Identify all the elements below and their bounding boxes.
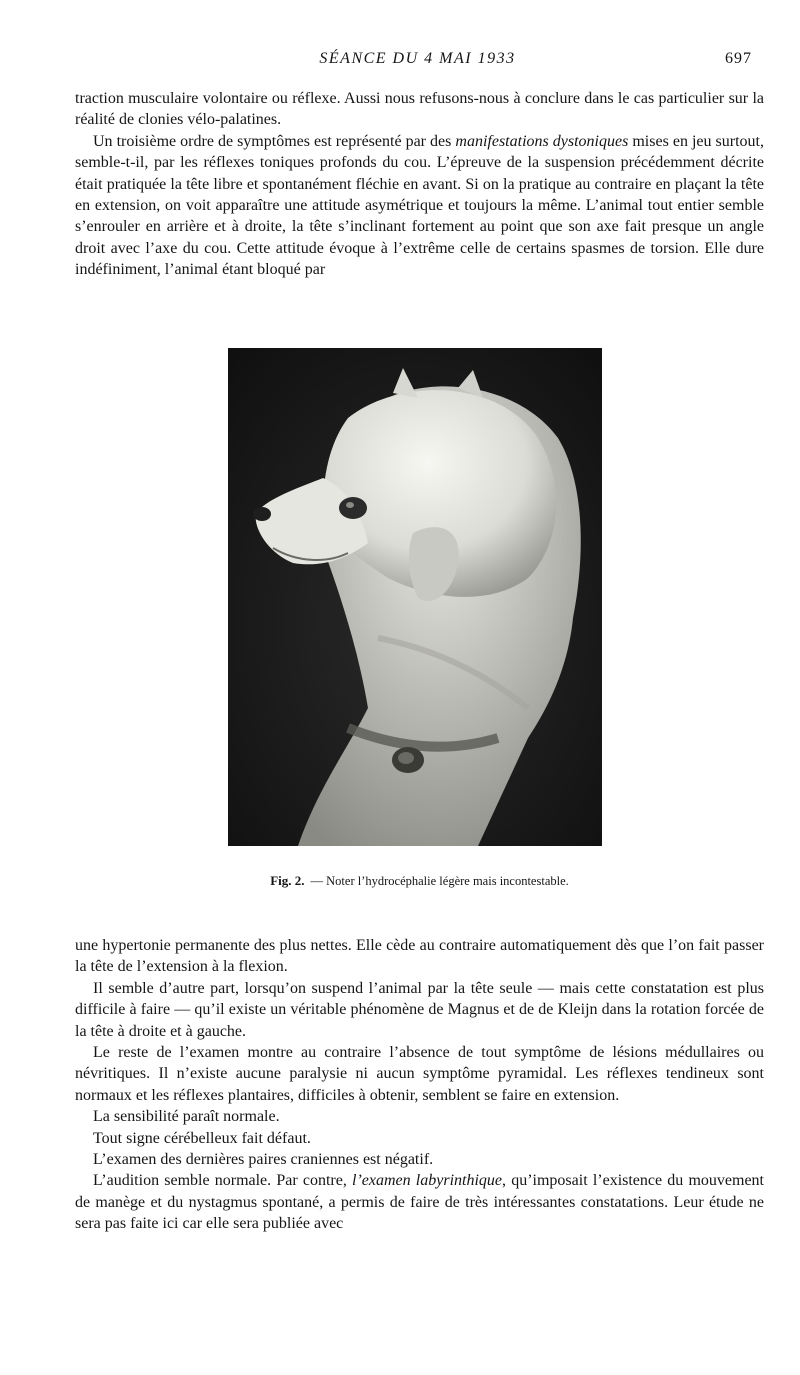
running-head: [75, 50, 760, 72]
emphasis-examen-labyrinthique: l’examen labyrinthique: [352, 1172, 503, 1190]
paragraph-cerebelleux: Tout signe cérébelleux fait défaut.: [93, 1129, 311, 1147]
paragraph-magnus-kleijn: Il semble d’autre part, lorsqu’on suspend l’animal par la tête seule — mais cette constatation est plus difficile à faire — qu’il existe un véritable phénomène de Magnus et de de Kleijn dans la rotation forcée de la tête à droite et à gauche.: [75, 979, 764, 1040]
lower-text-block: [75, 935, 764, 1235]
text-run: L’audition semble normale. Par contre,: [93, 1172, 352, 1190]
figure-caption-text: — Noter l’hydrocéphalie légère mais incontestable.: [310, 874, 569, 888]
paragraph-sensibilite: La sensibilité paraît normale.: [93, 1108, 280, 1126]
figure-caption: [75, 873, 764, 889]
figure-label: Fig. 2.: [270, 873, 305, 888]
text-run: Un troisième ordre de symptômes est représenté par des: [93, 132, 456, 150]
paragraph-paires-craniennes: L’examen des dernières paires craniennes est négatif.: [93, 1151, 434, 1169]
paragraph-traction: traction musculaire volontaire ou réflexe. Aussi nous refusons-nous à conclure dans le cas particulier sur la réalité de clonies vélo-palatines.: [75, 90, 764, 129]
emphasis-manifestations-dystoniques: manifestations dystoniques: [455, 132, 629, 150]
text-run: , qu’imposait l’existence du mouvement de manège et du nystagmus spontané, a permis de faire de très intéressantes constatations. Leur étude ne sera pas faite ici car elle sera publiée avec: [75, 1172, 765, 1233]
page-number: 697: [725, 50, 752, 67]
text-run: mises en jeu surtout, semble-t-il, par les réflexes toniques profonds du cou. L’épreuve de la suspension précédemment décrite était pratiquée la tête libre et spontanément fléchie en avant. Si on la pratique au contraire en plaçant la tête en extension, on voit apparaître une attitude asymétrique et toujours la même. L’animal tout entier semble s’enrouler en arrière et à droite, la tête s’inclinant fortement au point que son axe fait presque un angle droit avec l’axe du cou. Cette attitude évoque à l’extrême celle de certains spasmes de torsion. Elle dure indéfiniment, l’animal étant bloqué par: [75, 132, 764, 279]
dog-photo-illustration: [228, 348, 602, 846]
paragraph-reste-examen: Le reste de l’examen montre au contraire l’absence de tout symptôme de lésions médullaires ou névritiques. Il n’existe aucune paralysie ni aucun symptôme pyramidal. Les réflexes tendineux sont normaux et les réflexes plantaires, difficiles à obtenir, semblent se faire en extension.: [75, 1044, 764, 1104]
upper-text-block: [75, 88, 764, 281]
paragraph-dystonic-manifestations: [75, 131, 764, 281]
figure-dog-photograph: [228, 348, 602, 846]
running-title: SÉANCE DU 4 MAI 1933: [319, 50, 516, 67]
paragraph-hypertonie: une hypertonie permanente des plus nettes. Elle cède au contraire automatiquement dès que l’on fait passer la tête de l’extension à la flexion.: [75, 937, 764, 976]
paragraph-audition: [75, 1170, 764, 1234]
